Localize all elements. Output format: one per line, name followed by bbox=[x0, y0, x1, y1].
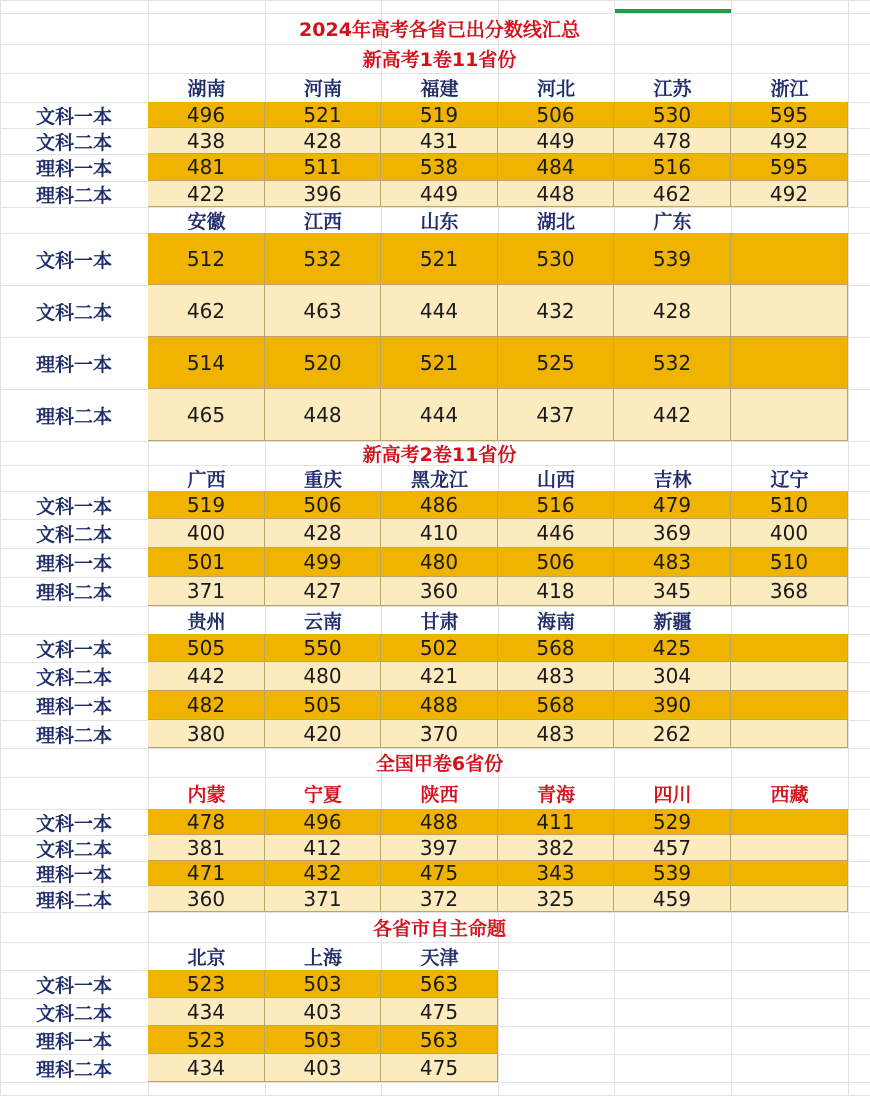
score-cell[interactable]: 475 bbox=[381, 998, 498, 1026]
score-cell[interactable]: 434 bbox=[148, 1054, 265, 1082]
province-header[interactable]: 福建 bbox=[420, 78, 459, 100]
score-cell[interactable]: 523 bbox=[148, 970, 265, 998]
score-cell[interactable]: 516 bbox=[498, 491, 614, 519]
row-label[interactable]: 文科二本 bbox=[35, 1002, 112, 1025]
row-label[interactable]: 文科一本 bbox=[35, 495, 112, 518]
row-label[interactable]: 理科二本 bbox=[35, 184, 112, 207]
score-cell[interactable]: 462 bbox=[148, 285, 265, 337]
score-cell[interactable]: 396 bbox=[265, 181, 381, 207]
score-cell[interactable]: 403 bbox=[265, 1054, 381, 1082]
score-cell[interactable]: 410 bbox=[381, 519, 498, 548]
row-label[interactable]: 理科二本 bbox=[35, 582, 112, 604]
score-cell[interactable]: 380 bbox=[148, 720, 265, 748]
score-cell[interactable]: 418 bbox=[498, 577, 614, 606]
province-header[interactable]: 西藏 bbox=[770, 783, 809, 806]
score-cell[interactable]: 516 bbox=[614, 154, 731, 181]
province-header[interactable]: 山西 bbox=[536, 468, 575, 491]
row-label[interactable]: 理科一本 bbox=[35, 864, 112, 886]
score-cell[interactable]: 510 bbox=[731, 548, 848, 577]
score-cell[interactable]: 483 bbox=[498, 720, 614, 748]
province-header[interactable]: 湖南 bbox=[187, 78, 226, 100]
score-cell[interactable]: 431 bbox=[381, 128, 498, 154]
score-cell[interactable]: 492 bbox=[731, 181, 848, 207]
province-header[interactable]: 重庆 bbox=[303, 468, 342, 491]
score-cell[interactable]: 422 bbox=[148, 181, 265, 207]
score-cell[interactable]: 480 bbox=[265, 662, 381, 691]
empty-cell[interactable] bbox=[731, 720, 848, 748]
score-cell[interactable]: 368 bbox=[731, 577, 848, 606]
score-cell[interactable]: 428 bbox=[265, 128, 381, 154]
score-cell[interactable]: 400 bbox=[731, 519, 848, 548]
score-cell[interactable]: 514 bbox=[148, 337, 265, 389]
row-label[interactable]: 文科二本 bbox=[35, 131, 112, 154]
score-cell[interactable]: 483 bbox=[498, 662, 614, 691]
score-cell[interactable]: 412 bbox=[265, 835, 381, 861]
empty-cell[interactable] bbox=[731, 835, 848, 861]
score-cell[interactable]: 529 bbox=[614, 809, 731, 835]
row-label[interactable]: 理科一本 bbox=[35, 1030, 112, 1053]
score-cell[interactable]: 449 bbox=[498, 128, 614, 154]
score-cell[interactable]: 442 bbox=[148, 662, 265, 691]
score-cell[interactable]: 360 bbox=[381, 577, 498, 606]
score-cell[interactable]: 425 bbox=[614, 634, 731, 662]
score-cell[interactable]: 506 bbox=[498, 102, 614, 128]
empty-cell[interactable] bbox=[731, 809, 848, 835]
row-label[interactable]: 理科一本 bbox=[35, 158, 112, 180]
empty-cell[interactable] bbox=[731, 285, 848, 337]
province-header[interactable]: 广东 bbox=[653, 210, 692, 233]
score-cell[interactable]: 343 bbox=[498, 861, 614, 886]
province-header[interactable]: 安徽 bbox=[187, 210, 226, 233]
score-cell[interactable]: 539 bbox=[614, 233, 731, 285]
score-cell[interactable]: 437 bbox=[498, 389, 614, 441]
empty-cell[interactable] bbox=[731, 691, 848, 720]
score-cell[interactable]: 428 bbox=[265, 519, 381, 548]
province-header[interactable]: 海南 bbox=[536, 610, 575, 633]
row-label[interactable]: 文科一本 bbox=[35, 638, 112, 661]
empty-cell[interactable] bbox=[731, 634, 848, 662]
score-cell[interactable]: 471 bbox=[148, 861, 265, 886]
score-cell[interactable]: 520 bbox=[265, 337, 381, 389]
score-cell[interactable]: 568 bbox=[498, 691, 614, 720]
score-cell[interactable]: 499 bbox=[265, 548, 381, 577]
row-label[interactable]: 文科二本 bbox=[35, 524, 112, 546]
score-cell[interactable]: 519 bbox=[148, 491, 265, 519]
row-label[interactable]: 理科二本 bbox=[35, 889, 112, 912]
row-label[interactable]: 理科二本 bbox=[35, 405, 112, 428]
row-label[interactable]: 文科一本 bbox=[35, 812, 112, 835]
province-header[interactable]: 山东 bbox=[420, 210, 459, 233]
score-cell[interactable]: 400 bbox=[148, 519, 265, 548]
score-cell[interactable]: 482 bbox=[148, 691, 265, 720]
score-cell[interactable]: 521 bbox=[381, 337, 498, 389]
score-cell[interactable]: 325 bbox=[498, 886, 614, 912]
score-cell[interactable]: 595 bbox=[731, 154, 848, 181]
score-cell[interactable]: 371 bbox=[148, 577, 265, 606]
province-header[interactable]: 天津 bbox=[420, 946, 459, 969]
score-cell[interactable]: 463 bbox=[265, 285, 381, 337]
row-label[interactable]: 文科二本 bbox=[35, 301, 112, 324]
row-label[interactable]: 文科一本 bbox=[35, 249, 112, 272]
score-cell[interactable]: 444 bbox=[381, 389, 498, 441]
province-header[interactable]: 宁夏 bbox=[303, 783, 342, 806]
row-label[interactable]: 文科二本 bbox=[35, 667, 112, 689]
province-header[interactable]: 河北 bbox=[536, 78, 575, 100]
score-cell[interactable]: 519 bbox=[381, 102, 498, 128]
row-label[interactable]: 理科二本 bbox=[35, 724, 112, 747]
score-cell[interactable]: 475 bbox=[381, 1054, 498, 1082]
score-cell[interactable]: 304 bbox=[614, 662, 731, 691]
section-title[interactable]: 新高考1卷11省份 bbox=[362, 49, 517, 71]
score-cell[interactable]: 532 bbox=[265, 233, 381, 285]
score-cell[interactable]: 382 bbox=[498, 835, 614, 861]
province-header[interactable]: 四川 bbox=[653, 783, 692, 806]
score-cell[interactable]: 506 bbox=[265, 491, 381, 519]
score-cell[interactable]: 488 bbox=[381, 691, 498, 720]
row-label[interactable]: 文科二本 bbox=[35, 838, 112, 861]
sheet-title[interactable]: 2024年高考各省已出分数线汇总 bbox=[299, 19, 580, 41]
score-cell[interactable]: 449 bbox=[381, 181, 498, 207]
score-cell[interactable]: 371 bbox=[265, 886, 381, 912]
score-cell[interactable]: 525 bbox=[498, 337, 614, 389]
score-cell[interactable]: 521 bbox=[265, 102, 381, 128]
province-header[interactable]: 内蒙 bbox=[187, 783, 226, 806]
score-cell[interactable]: 411 bbox=[498, 809, 614, 835]
province-header[interactable]: 陕西 bbox=[420, 783, 459, 806]
score-cell[interactable]: 432 bbox=[498, 285, 614, 337]
province-header[interactable]: 甘肃 bbox=[420, 610, 459, 633]
section-title[interactable]: 新高考2卷11省份 bbox=[362, 443, 517, 466]
province-header[interactable]: 湖北 bbox=[536, 210, 575, 233]
score-cell[interactable]: 503 bbox=[265, 1026, 381, 1054]
score-cell[interactable]: 532 bbox=[614, 337, 731, 389]
score-cell[interactable]: 481 bbox=[148, 154, 265, 181]
score-cell[interactable]: 521 bbox=[381, 233, 498, 285]
score-cell[interactable]: 530 bbox=[614, 102, 731, 128]
empty-cell[interactable] bbox=[731, 233, 848, 285]
province-header[interactable]: 云南 bbox=[303, 610, 342, 633]
score-cell[interactable]: 457 bbox=[614, 835, 731, 861]
score-cell[interactable]: 530 bbox=[498, 233, 614, 285]
score-cell[interactable]: 484 bbox=[498, 154, 614, 181]
score-cell[interactable]: 262 bbox=[614, 720, 731, 748]
score-cell[interactable]: 428 bbox=[614, 285, 731, 337]
empty-cell[interactable] bbox=[731, 861, 848, 886]
score-cell[interactable]: 506 bbox=[498, 548, 614, 577]
score-cell[interactable]: 563 bbox=[381, 1026, 498, 1054]
score-cell[interactable]: 510 bbox=[731, 491, 848, 519]
score-cell[interactable]: 403 bbox=[265, 998, 381, 1026]
gridline-horizontal bbox=[0, 1082, 870, 1083]
score-cell[interactable]: 483 bbox=[614, 548, 731, 577]
row-label[interactable]: 理科二本 bbox=[35, 1058, 112, 1081]
score-cell[interactable]: 345 bbox=[614, 577, 731, 606]
score-cell[interactable]: 595 bbox=[731, 102, 848, 128]
score-cell[interactable]: 390 bbox=[614, 691, 731, 720]
score-cell[interactable]: 421 bbox=[381, 662, 498, 691]
empty-cell[interactable] bbox=[731, 886, 848, 912]
score-cell[interactable]: 479 bbox=[614, 491, 731, 519]
score-cell[interactable]: 459 bbox=[614, 886, 731, 912]
score-cell[interactable]: 478 bbox=[614, 128, 731, 154]
gridline-horizontal bbox=[0, 0, 870, 1]
score-cell[interactable]: 475 bbox=[381, 861, 498, 886]
score-cell[interactable]: 465 bbox=[148, 389, 265, 441]
score-cell[interactable]: 446 bbox=[498, 519, 614, 548]
score-cell[interactable]: 502 bbox=[381, 634, 498, 662]
score-cell[interactable]: 492 bbox=[731, 128, 848, 154]
score-cell[interactable]: 503 bbox=[265, 970, 381, 998]
province-header[interactable]: 贵州 bbox=[187, 610, 226, 633]
score-cell[interactable]: 501 bbox=[148, 548, 265, 577]
score-cell[interactable]: 444 bbox=[381, 285, 498, 337]
score-cell[interactable]: 496 bbox=[148, 102, 265, 128]
score-cell[interactable]: 488 bbox=[381, 809, 498, 835]
empty-cell[interactable] bbox=[731, 662, 848, 691]
empty-cell[interactable] bbox=[731, 337, 848, 389]
row-label[interactable]: 理科一本 bbox=[35, 353, 112, 376]
score-cell[interactable]: 448 bbox=[265, 389, 381, 441]
empty-cell[interactable] bbox=[731, 389, 848, 441]
score-cell[interactable]: 438 bbox=[148, 128, 265, 154]
score-cell[interactable]: 505 bbox=[148, 634, 265, 662]
score-cell[interactable]: 442 bbox=[614, 389, 731, 441]
province-header[interactable]: 江西 bbox=[303, 210, 342, 233]
score-cell[interactable]: 496 bbox=[265, 809, 381, 835]
row-label[interactable]: 文科一本 bbox=[35, 105, 112, 128]
score-cell[interactable]: 369 bbox=[614, 519, 731, 548]
score-cell[interactable]: 568 bbox=[498, 634, 614, 662]
province-header[interactable]: 河南 bbox=[303, 78, 342, 100]
score-cell[interactable]: 381 bbox=[148, 835, 265, 861]
province-header[interactable]: 江苏 bbox=[653, 78, 692, 100]
province-header[interactable]: 浙江 bbox=[770, 78, 809, 100]
province-header[interactable]: 辽宁 bbox=[770, 468, 809, 491]
province-header[interactable]: 吉林 bbox=[653, 468, 692, 491]
score-cell[interactable]: 370 bbox=[381, 720, 498, 748]
score-cell[interactable]: 397 bbox=[381, 835, 498, 861]
score-cell[interactable]: 480 bbox=[381, 548, 498, 577]
score-cell[interactable]: 360 bbox=[148, 886, 265, 912]
row-label[interactable]: 理科一本 bbox=[35, 696, 112, 718]
row-label[interactable]: 理科一本 bbox=[35, 553, 112, 575]
score-cell[interactable]: 478 bbox=[148, 809, 265, 835]
province-header[interactable]: 青海 bbox=[536, 783, 575, 806]
score-cell[interactable]: 512 bbox=[148, 233, 265, 285]
score-cell[interactable]: 563 bbox=[381, 970, 498, 998]
section-title[interactable]: 各省市自主命题 bbox=[372, 917, 506, 940]
score-cell[interactable]: 505 bbox=[265, 691, 381, 720]
score-cell[interactable]: 427 bbox=[265, 577, 381, 606]
score-cell[interactable]: 538 bbox=[381, 154, 498, 181]
province-header[interactable]: 新疆 bbox=[653, 610, 692, 633]
score-cell[interactable]: 539 bbox=[614, 861, 731, 886]
province-header[interactable]: 黑龙江 bbox=[410, 468, 468, 491]
section-title[interactable]: 全国甲卷6省份 bbox=[375, 753, 504, 775]
score-cell[interactable]: 432 bbox=[265, 861, 381, 886]
score-cell[interactable]: 420 bbox=[265, 720, 381, 748]
score-cell[interactable]: 550 bbox=[265, 634, 381, 662]
score-cell[interactable]: 511 bbox=[265, 154, 381, 181]
score-cell[interactable]: 448 bbox=[498, 181, 614, 207]
score-cell[interactable]: 434 bbox=[148, 998, 265, 1026]
province-header[interactable]: 上海 bbox=[303, 946, 342, 969]
score-cell[interactable]: 372 bbox=[381, 886, 498, 912]
row-label[interactable]: 文科一本 bbox=[35, 974, 112, 997]
score-cell[interactable]: 486 bbox=[381, 491, 498, 519]
score-cell[interactable]: 462 bbox=[614, 181, 731, 207]
score-cell[interactable]: 523 bbox=[148, 1026, 265, 1054]
province-header[interactable]: 北京 bbox=[187, 946, 226, 969]
province-header[interactable]: 广西 bbox=[187, 468, 226, 491]
